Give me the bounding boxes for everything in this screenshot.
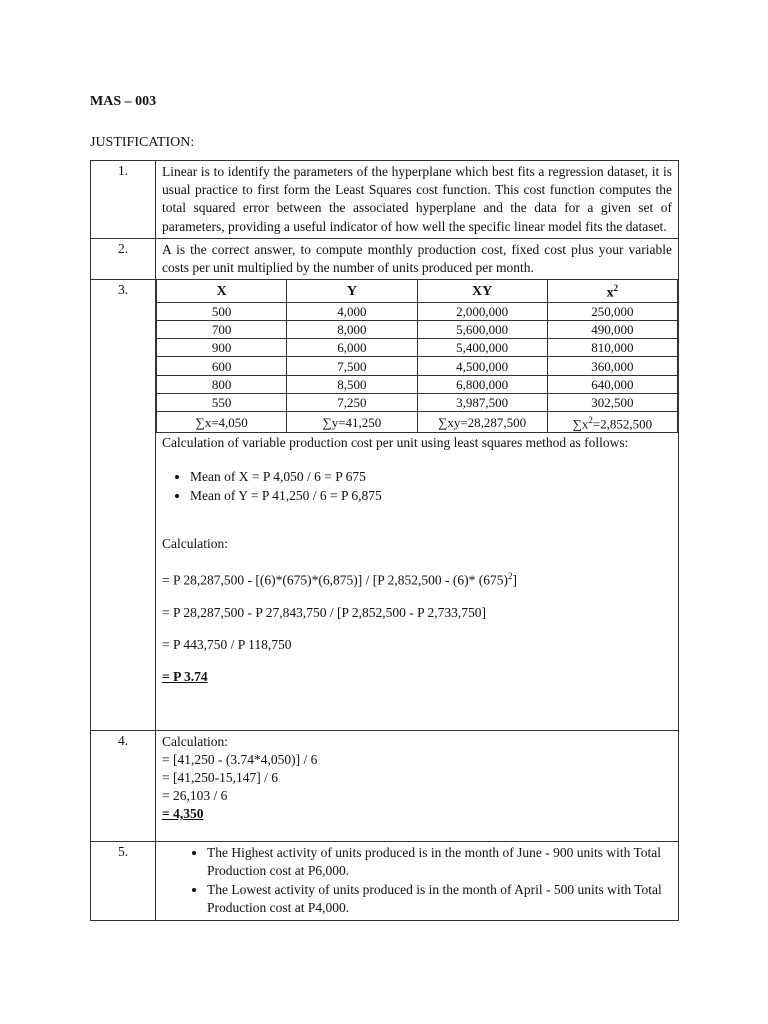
table-cell: 4,500,000: [417, 357, 547, 375]
table-row: [157, 321, 678, 339]
totals-row: [157, 412, 678, 433]
calculation-step: = P 28,287,500 - P 27,843,750 / [P 2,852,500 - P 2,733,750]: [162, 604, 486, 620]
item-row-2: [91, 238, 679, 279]
table-row: [157, 375, 678, 393]
table-row: [157, 393, 678, 411]
table-cell: 600: [157, 357, 287, 375]
calculation-label: Calculation:: [162, 733, 228, 749]
justification-table: [90, 160, 679, 921]
list-item: • The Highest activity of units produced is in the month of June - 900 units with Total Production cost at P6,000.: [207, 844, 672, 881]
table-cell: 5,600,000: [417, 321, 547, 339]
table-row: [157, 357, 678, 375]
item-row-1: [91, 161, 679, 239]
column-header: X: [157, 280, 287, 303]
item-number: 5.: [91, 841, 156, 920]
table-cell: 500: [157, 302, 287, 320]
total-cell: $\sum x^2=2,852,500$: [547, 412, 677, 433]
calculation-step: = 26,103 / 6: [162, 787, 228, 803]
item-row-4: [91, 730, 679, 841]
calculation-step: = [41,250-15,147] / 6: [162, 769, 278, 785]
item-row-3: [91, 280, 679, 731]
item-number: 3.: [91, 280, 156, 731]
column-header: $x^2$: [547, 280, 677, 303]
table-cell: 2,000,000: [417, 302, 547, 320]
table-cell: 7,500: [287, 357, 417, 375]
activity-list: [162, 844, 672, 918]
total-cell: ∑y=41,250: [287, 412, 417, 433]
total-cell: ∑xy=28,287,500: [417, 412, 547, 433]
table-cell: 3,987,500: [417, 393, 547, 411]
list-item: • Mean of Y = P 41,250 / 6 = P 6,875: [190, 487, 672, 506]
item-number: 1.: [91, 161, 156, 239]
table-cell: 7,250: [287, 393, 417, 411]
calculation-step: = P 443,750 / P 118,750: [162, 636, 292, 652]
list-item: • The Lowest activity of units produced is in the month of April - 500 units with Total Production cost at P4,000.: [207, 881, 672, 918]
table-cell: 4,000: [287, 302, 417, 320]
table-cell: 8,000: [287, 321, 417, 339]
list-item: • Mean of X = P 4,050 / 6 = P 675: [190, 468, 672, 487]
table-row: [157, 339, 678, 357]
column-header: Y: [287, 280, 417, 303]
table-cell: 490,000: [547, 321, 677, 339]
table-cell: 810,000: [547, 339, 677, 357]
table-cell: 700: [157, 321, 287, 339]
table-cell: 640,000: [547, 375, 677, 393]
document-title: MAS – 003: [90, 94, 157, 109]
calculation-step: = P 28,287,500 - [(6)*(675)*(6,875)] / [P 2,852,500 - (6)* $(675)^2$]: [162, 571, 517, 588]
table-cell: 5,400,000: [417, 339, 547, 357]
column-header: XY: [417, 280, 547, 303]
calculation-label: Calculation:: [162, 536, 228, 552]
table-cell: 360,000: [547, 357, 677, 375]
item-number: 2.: [91, 238, 156, 279]
table-cell: 302,500: [547, 393, 677, 411]
item-row-5: [91, 841, 679, 920]
table-row: [157, 302, 678, 320]
calculation-result: = P 3.74: [162, 668, 208, 684]
table-cell: 550: [157, 393, 287, 411]
table-cell: 250,000: [547, 302, 677, 320]
table-cell: 900: [157, 339, 287, 357]
table-header-row: [157, 280, 678, 303]
item-text: Linear is to identify the parameters of the hyperplane which best fits a regression dataset, it is usual practice to first form the Least Squares cost function. This cost function computes the total squared error between the associated hyperplane and the data for a given set of parameters, providing a useful indicator of how well the specific linear model fits the dataset.: [162, 164, 672, 234]
item-number: 4.: [91, 730, 156, 841]
section-heading: JUSTIFICATION:: [90, 135, 195, 150]
table-cell: 6,000: [287, 339, 417, 357]
calculation-step: = [41,250 - (3.74*4,050)] / 6: [162, 751, 318, 767]
mean-list: [162, 468, 672, 505]
table-cell: 8,500: [287, 375, 417, 393]
calculation-result: = 4,350: [162, 805, 204, 821]
calculation-intro: Calculation of variable production cost per unit using least squares method as follows:: [162, 435, 629, 451]
total-cell: ∑x=4,050: [157, 412, 287, 433]
table-cell: 800: [157, 375, 287, 393]
regression-table: [156, 279, 678, 433]
table-cell: 6,800,000: [417, 375, 547, 393]
item-text: A is the correct answer, to compute monthly production cost, fixed cost plus your variable costs per unit multiplied by the number of units produced per month.: [162, 241, 672, 276]
